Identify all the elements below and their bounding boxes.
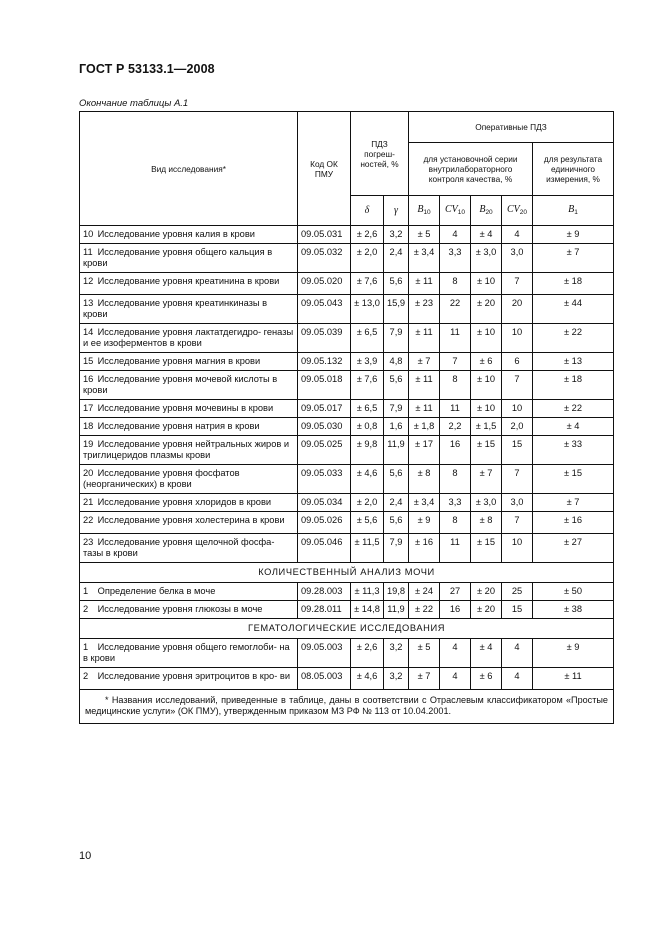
study-name <box>80 639 298 668</box>
row-delta: ± 11,5 <box>351 534 384 563</box>
row-delta: ± 7,6 <box>351 273 384 295</box>
row-delta: ± 9,8 <box>351 436 384 465</box>
row-b1: ± 44 <box>533 295 614 324</box>
row-b10: ± 11 <box>409 273 440 295</box>
row-cv20: 4 <box>502 639 533 668</box>
row-b1: ± 18 <box>533 371 614 400</box>
study-name <box>80 465 298 494</box>
header-study-type: Вид исследования* <box>80 112 298 226</box>
row-b20: ± 10 <box>471 371 502 400</box>
row-b20: ± 6 <box>471 668 502 690</box>
b20-symbol: B <box>479 203 486 215</box>
b10-symbol: B <box>417 203 424 215</box>
row-b10: ± 5 <box>409 226 440 244</box>
table-body <box>80 226 614 724</box>
row-b20: ± 3,0 <box>471 244 502 273</box>
row-gamma: 7,9 <box>384 534 409 563</box>
row-cv20: 4 <box>502 226 533 244</box>
b10-subscript: 10 <box>423 208 431 216</box>
footnote-text: * Названия исследований, приведенные в таблице, даны в соответствии с Отраслевым классификатором «Простые медицинские услуги» (ОК ПМУ), утвержденным приказом МЗ РФ № 113 от 10.04.2001. <box>85 695 608 716</box>
row-name: Исследование уровня лактатдегидро- геназы и ее изоферментов в крови <box>83 327 294 348</box>
row-cv20: 10 <box>502 534 533 563</box>
table-row <box>80 226 614 244</box>
table-row <box>80 324 614 353</box>
header-b20 <box>471 196 502 226</box>
row-delta: ± 6,5 <box>351 400 384 418</box>
row-number: 11 <box>83 247 93 257</box>
table-row <box>80 273 614 295</box>
row-b1: ± 18 <box>533 273 614 295</box>
row-b10: ± 11 <box>409 324 440 353</box>
row-cv10: 16 <box>440 601 471 619</box>
header-gamma <box>384 196 409 226</box>
row-name: Исследование уровня креатинкиназы в крови <box>83 298 268 319</box>
row-gamma: 5,6 <box>384 273 409 295</box>
row-cv20: 7 <box>502 465 533 494</box>
row-delta: ± 2,0 <box>351 244 384 273</box>
row-b10: ± 8 <box>409 465 440 494</box>
b1-symbol: B <box>568 203 575 215</box>
header-cv10 <box>440 196 471 226</box>
row-code: 09.05.025 <box>298 436 351 465</box>
row-number: 13 <box>83 298 94 308</box>
row-cv20: 25 <box>502 583 533 601</box>
row-b10: ± 16 <box>409 534 440 563</box>
table-row <box>80 465 614 494</box>
row-cv20: 10 <box>502 324 533 353</box>
row-cv20: 15 <box>502 601 533 619</box>
row-b1: ± 7 <box>533 244 614 273</box>
table-row <box>80 244 614 273</box>
row-b20: ± 7 <box>471 465 502 494</box>
row-number: 14 <box>83 327 94 337</box>
row-code: 09.05.003 <box>298 639 351 668</box>
row-gamma: 3,2 <box>384 639 409 668</box>
section-header-hematology <box>80 619 614 639</box>
row-cv10: 27 <box>440 583 471 601</box>
row-b1: ± 7 <box>533 494 614 512</box>
row-gamma: 11,9 <box>384 436 409 465</box>
row-cv10: 22 <box>440 295 471 324</box>
row-gamma: 7,9 <box>384 324 409 353</box>
row-cv10: 8 <box>440 465 471 494</box>
row-b20: ± 1,5 <box>471 418 502 436</box>
study-name <box>80 668 298 690</box>
row-name: Исследование уровня креатинина в крови <box>97 276 280 286</box>
table-row <box>80 436 614 465</box>
row-cv10: 11 <box>440 400 471 418</box>
row-number: 20 <box>83 468 94 478</box>
study-name <box>80 400 298 418</box>
row-gamma: 3,2 <box>384 668 409 690</box>
row-code: 09.05.018 <box>298 371 351 400</box>
row-b10: ± 17 <box>409 436 440 465</box>
row-cv10: 8 <box>440 273 471 295</box>
row-b20: ± 20 <box>471 601 502 619</box>
study-name <box>80 371 298 400</box>
cv10-symbol: CV <box>444 203 458 215</box>
row-b10: ± 23 <box>409 295 440 324</box>
row-b1: ± 22 <box>533 400 614 418</box>
row-b20: ± 6 <box>471 353 502 371</box>
row-b20: ± 15 <box>471 436 502 465</box>
row-number: 22 <box>83 515 94 525</box>
row-b1: ± 38 <box>533 601 614 619</box>
study-name <box>80 583 298 601</box>
cv20-subscript: 20 <box>519 208 527 216</box>
row-b10: ± 9 <box>409 512 440 534</box>
row-gamma: 2,4 <box>384 244 409 273</box>
header-series-control-text: для установочной серии внутрилабораторного контроля качества, % <box>423 154 518 184</box>
row-number: 17 <box>83 403 94 413</box>
table-row <box>80 295 614 324</box>
row-delta: ± 0,8 <box>351 418 384 436</box>
row-code: 09.05.043 <box>298 295 351 324</box>
row-number: 16 <box>83 374 94 384</box>
table-row <box>80 353 614 371</box>
row-delta: ± 13,0 <box>351 295 384 324</box>
row-number: 1 <box>83 586 89 596</box>
section-title: КОЛИЧЕСТВЕННЫЙ АНАЛИЗ МОЧИ <box>80 563 614 583</box>
row-code: 09.05.026 <box>298 512 351 534</box>
row-delta: ± 2,0 <box>351 494 384 512</box>
row-b1: ± 9 <box>533 639 614 668</box>
header-delta <box>351 196 384 226</box>
row-cv10: 11 <box>440 324 471 353</box>
row-number: 21 <box>83 497 94 507</box>
table-row <box>80 418 614 436</box>
row-cv10: 8 <box>440 371 471 400</box>
row-b10: ± 11 <box>409 371 440 400</box>
study-name <box>80 534 298 563</box>
row-gamma: 7,9 <box>384 400 409 418</box>
header-pdz-text: ПДЗ погреш- ностей, % <box>360 138 399 169</box>
row-cv10: 8 <box>440 512 471 534</box>
row-b1: ± 50 <box>533 583 614 601</box>
study-name <box>80 494 298 512</box>
row-code: 09.05.039 <box>298 324 351 353</box>
row-number: 2 <box>83 604 89 614</box>
table-row <box>80 534 614 563</box>
row-name: Исследование уровня нейтральных жиров и триглицеридов плазмы крови <box>83 439 290 460</box>
row-name: Исследование уровня фосфатов (неорганических) в крови <box>83 468 240 489</box>
row-b1: ± 15 <box>533 465 614 494</box>
row-b1: ± 22 <box>533 324 614 353</box>
table-header <box>80 112 614 226</box>
row-gamma: 5,6 <box>384 512 409 534</box>
row-name: Исследование уровня магния в крови <box>97 356 261 366</box>
header-code-text: Код ОК ПМУ <box>310 158 338 179</box>
row-code: 09.05.132 <box>298 353 351 371</box>
row-name: Исследование уровня калия в крови <box>97 229 255 239</box>
header-b1 <box>533 196 614 226</box>
row-gamma: 5,6 <box>384 371 409 400</box>
row-cv20: 3,0 <box>502 244 533 273</box>
row-code: 09.05.020 <box>298 273 351 295</box>
row-gamma: 4,8 <box>384 353 409 371</box>
row-delta: ± 4,6 <box>351 668 384 690</box>
row-cv10: 4 <box>440 226 471 244</box>
page-number: 10 <box>79 850 92 862</box>
row-number: 2 <box>83 671 89 681</box>
row-b1: ± 27 <box>533 534 614 563</box>
row-code: 09.05.046 <box>298 534 351 563</box>
row-cv20: 3,0 <box>502 494 533 512</box>
row-name: Исследование уровня эритроцитов в кро- ви <box>97 671 291 681</box>
row-b20: ± 10 <box>471 273 502 295</box>
cv10-subscript: 10 <box>457 208 465 216</box>
row-b10: ± 7 <box>409 668 440 690</box>
table-row <box>80 371 614 400</box>
row-name: Исследование уровня общего гемоглоби- на в крови <box>83 642 290 663</box>
study-name <box>80 601 298 619</box>
b1-subscript: 1 <box>574 208 578 216</box>
row-b10: ± 3,4 <box>409 244 440 273</box>
row-number: 19 <box>83 439 94 449</box>
row-delta: ± 6,5 <box>351 324 384 353</box>
row-b1: ± 16 <box>533 512 614 534</box>
row-b20: ± 15 <box>471 534 502 563</box>
delta-symbol: δ <box>364 205 370 216</box>
row-b20: ± 20 <box>471 583 502 601</box>
row-b1: ± 33 <box>533 436 614 465</box>
header-operative-pdz: Оперативные ПДЗ <box>409 112 614 143</box>
table-row <box>80 639 614 668</box>
row-cv10: 4 <box>440 668 471 690</box>
row-cv10: 4 <box>440 639 471 668</box>
data-table <box>79 111 614 724</box>
header-series-control <box>409 143 533 196</box>
row-b20: ± 3,0 <box>471 494 502 512</box>
document-code: ГОСТ Р 53133.1—2008 <box>79 62 215 76</box>
row-b10: ± 22 <box>409 601 440 619</box>
row-name: Исследование уровня общего кальция в крови <box>83 247 273 268</box>
row-b10: ± 3,4 <box>409 494 440 512</box>
row-gamma: 5,6 <box>384 465 409 494</box>
row-delta: ± 14,8 <box>351 601 384 619</box>
row-gamma: 2,4 <box>384 494 409 512</box>
row-code: 09.05.017 <box>298 400 351 418</box>
row-cv20: 15 <box>502 436 533 465</box>
row-cv20: 7 <box>502 512 533 534</box>
row-name: Исследование уровня холестерина в крови <box>97 515 285 525</box>
row-b20: ± 10 <box>471 324 502 353</box>
row-gamma: 15,9 <box>384 295 409 324</box>
row-number: 15 <box>83 356 94 366</box>
row-cv10: 3,3 <box>440 244 471 273</box>
row-cv10: 16 <box>440 436 471 465</box>
row-cv10: 11 <box>440 534 471 563</box>
row-delta: ± 3,9 <box>351 353 384 371</box>
row-number: 12 <box>83 276 94 286</box>
row-cv20: 6 <box>502 353 533 371</box>
row-b10: ± 5 <box>409 639 440 668</box>
row-b1: ± 13 <box>533 353 614 371</box>
row-name: Исследование уровня мочевины в крови <box>97 403 274 413</box>
study-name <box>80 295 298 324</box>
section-title: ГЕМАТОЛОГИЧЕСКИЕ ИССЛЕДОВАНИЯ <box>80 619 614 639</box>
row-gamma: 19,8 <box>384 583 409 601</box>
row-cv20: 10 <box>502 400 533 418</box>
row-b20: ± 4 <box>471 639 502 668</box>
table-row <box>80 512 614 534</box>
row-b10: ± 11 <box>409 400 440 418</box>
row-b20: ± 4 <box>471 226 502 244</box>
table-row <box>80 400 614 418</box>
study-name <box>80 353 298 371</box>
row-b1: ± 11 <box>533 668 614 690</box>
table-row <box>80 601 614 619</box>
row-delta: ± 2,6 <box>351 226 384 244</box>
table-caption: Окончание таблицы А.1 <box>79 98 189 109</box>
row-b10: ± 7 <box>409 353 440 371</box>
row-gamma: 11,9 <box>384 601 409 619</box>
study-name <box>80 436 298 465</box>
row-delta: ± 2,6 <box>351 639 384 668</box>
row-cv20: 7 <box>502 371 533 400</box>
row-name: Определение белка в моче <box>97 586 216 596</box>
section-header-urine <box>80 563 614 583</box>
row-code: 09.05.030 <box>298 418 351 436</box>
row-name: Исследование уровня хлоридов в крови <box>97 497 272 507</box>
table-row <box>80 668 614 690</box>
row-code: 09.28.011 <box>298 601 351 619</box>
cv20-symbol: CV <box>506 203 520 215</box>
row-cv10: 2,2 <box>440 418 471 436</box>
row-delta: ± 5,6 <box>351 512 384 534</box>
row-code: 09.05.033 <box>298 465 351 494</box>
header-single-result: для результата единичного измерения, % <box>533 143 614 196</box>
row-delta: ± 11,3 <box>351 583 384 601</box>
row-number: 10 <box>83 229 94 239</box>
header-code <box>298 112 351 226</box>
row-name: Исследование уровня натрия в крови <box>97 421 260 431</box>
b20-subscript: 20 <box>485 208 493 216</box>
study-name <box>80 244 298 273</box>
row-b10: ± 1,8 <box>409 418 440 436</box>
table-row <box>80 494 614 512</box>
row-number: 18 <box>83 421 94 431</box>
row-b10: ± 24 <box>409 583 440 601</box>
row-cv10: 3,3 <box>440 494 471 512</box>
row-code: 09.05.031 <box>298 226 351 244</box>
row-code: 09.05.032 <box>298 244 351 273</box>
row-b20: ± 8 <box>471 512 502 534</box>
row-cv20: 20 <box>502 295 533 324</box>
header-cv20 <box>502 196 533 226</box>
row-b1: ± 4 <box>533 418 614 436</box>
row-cv20: 2,0 <box>502 418 533 436</box>
table-footnote-row <box>80 690 614 724</box>
row-b1: ± 9 <box>533 226 614 244</box>
row-name: Исследование уровня мочевой кислоты в крови <box>83 374 278 395</box>
row-cv20: 7 <box>502 273 533 295</box>
row-delta: ± 7,6 <box>351 371 384 400</box>
header-pdz <box>351 112 409 196</box>
study-name <box>80 273 298 295</box>
study-name <box>80 512 298 534</box>
row-code: 09.28.003 <box>298 583 351 601</box>
row-gamma: 3,2 <box>384 226 409 244</box>
row-code: 09.05.034 <box>298 494 351 512</box>
row-cv10: 7 <box>440 353 471 371</box>
row-code: 08.05.003 <box>298 668 351 690</box>
table-row <box>80 583 614 601</box>
row-name: Исследование уровня щелочной фосфа- тазы в крови <box>83 537 275 558</box>
row-name: Исследование уровня глюкозы в моче <box>97 604 263 614</box>
footnote-cell <box>80 690 614 724</box>
header-b10 <box>409 196 440 226</box>
row-gamma: 1,6 <box>384 418 409 436</box>
row-cv20: 4 <box>502 668 533 690</box>
study-name <box>80 324 298 353</box>
study-name <box>80 418 298 436</box>
study-name <box>80 226 298 244</box>
row-delta: ± 4,6 <box>351 465 384 494</box>
gamma-symbol: γ <box>394 205 398 216</box>
row-b20: ± 10 <box>471 400 502 418</box>
row-number: 1 <box>83 642 89 652</box>
row-b20: ± 20 <box>471 295 502 324</box>
row-number: 23 <box>83 537 94 547</box>
